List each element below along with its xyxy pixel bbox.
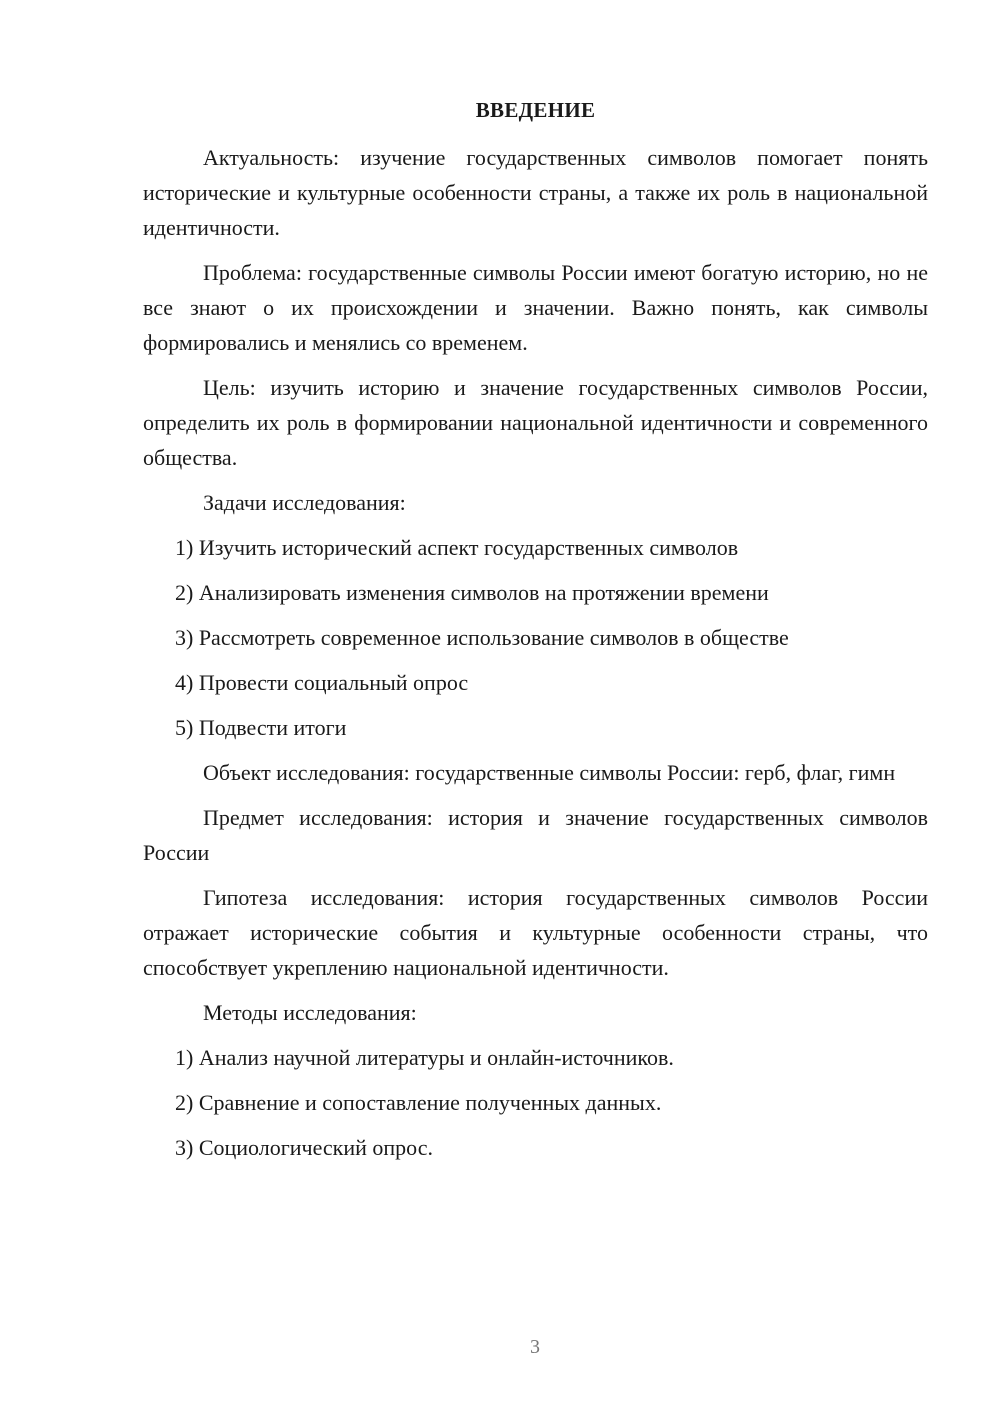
task-item: 5) Подвести итоги xyxy=(175,715,347,740)
method-item: 2) Сравнение и сопоставление полученных данных. xyxy=(175,1090,662,1115)
subject-paragraph: Предмет исследования: история и значение государственных символов России xyxy=(143,805,928,865)
hypothesis-paragraph: Гипотеза исследования: история государственных символов России отражает исторические события и культурные особенности страны, что способствует укреплению национальной идентичности. xyxy=(143,885,928,980)
problem-paragraph: Проблема: государственные символы России имеют богатую историю, но не все знают о их происхождении и значении. Важно понять, как символы формировались и менялись со временем. xyxy=(143,260,928,355)
page-content xyxy=(143,96,928,1175)
methods-heading: Методы исследования: xyxy=(203,1000,417,1025)
object-paragraph: Объект исследования: государственные символы России: герб, флаг, гимн xyxy=(203,760,896,785)
task-item: 1) Изучить исторический аспект государственных символов xyxy=(175,535,739,560)
page-title: ВВЕДЕНИЕ xyxy=(475,98,596,122)
task-item: 4) Провести социальный опрос xyxy=(175,670,469,695)
method-item: 1) Анализ научной литературы и онлайн-источников. xyxy=(175,1045,674,1070)
tasks-heading: Задачи исследования: xyxy=(203,490,406,515)
task-item: 2) Анализировать изменения символов на протяжении времени xyxy=(175,580,769,605)
page-number: 3 xyxy=(530,1336,540,1358)
task-item: 3) Рассмотреть современное использование символов в обществе xyxy=(175,625,789,650)
tasks-list xyxy=(143,530,928,745)
relevance-paragraph: Актуальность: изучение государственных символов помогает понять исторические и культурные особенности страны, а также их роль в национальной идентичности. xyxy=(143,145,928,240)
goal-paragraph: Цель: изучить историю и значение государственных символов России, определить их роль в формировании национальной идентичности и современного общества. xyxy=(143,375,928,470)
methods-list xyxy=(143,1040,928,1165)
method-item: 3) Социологический опрос. xyxy=(175,1135,433,1160)
